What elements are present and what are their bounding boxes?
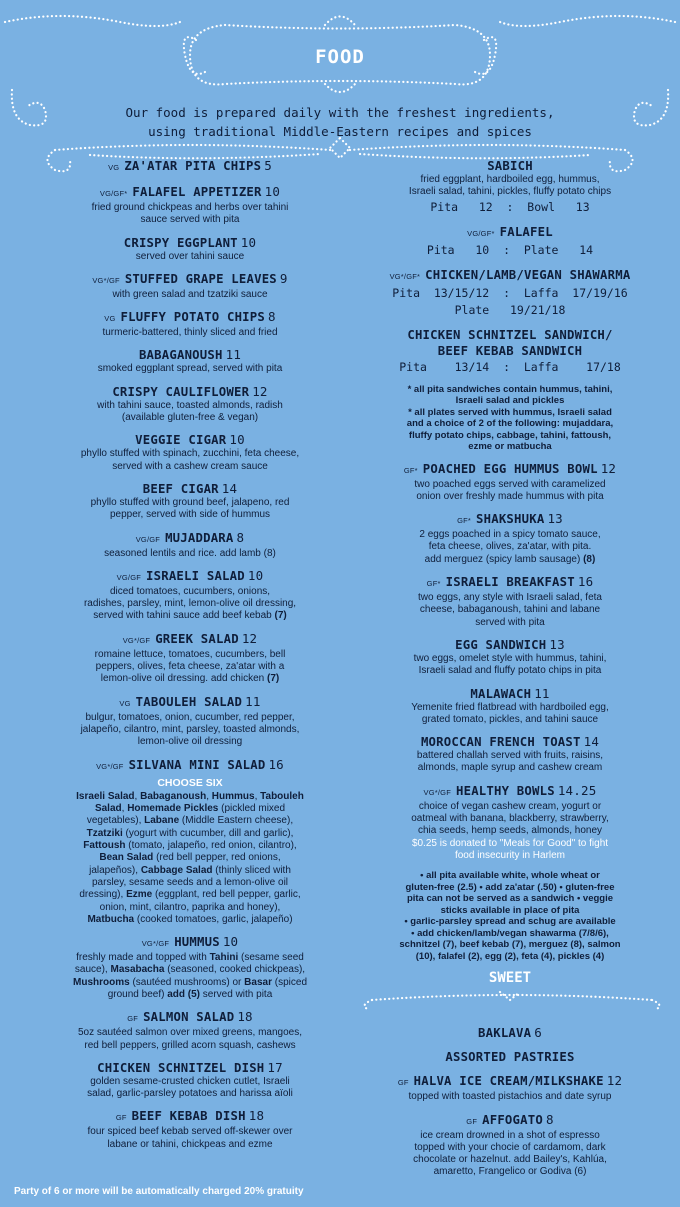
menu-item-hummus: VG*/GF HUMMUS 10 freshly made and topped with Tahini (sesame seed sauce), Masabacha (seasoned, cooked chickpeas), Mushrooms (sautéed mushrooms) or Basar (spiced ground beef) add (5) served with pita [73,934,307,1000]
menu-item-egg-sandwich: EGG SANDWICH 13 two eggs, omelet style with hummus, tahini, Israeli salad and fluffy potato chips in pita [413,636,607,677]
menu-item-babaganoush: BABAGANOUSH 11 smoked eggplant spread, served with pita [97,347,283,375]
menu-item-beef-cigar: BEEF CIGAR 14 phyllo stuffed with ground beef, jalapeno, red pepper, served with side of hummus [90,480,290,521]
menu-item-falafel-appetizer: VG/GF* FALAFEL APPETIZER 10 fried ground chickpeas and herbs over tahini sauce served with pita [91,184,289,226]
gratuity-footer: Party of 6 or more will be automatically charged 20% gratuity [14,1186,304,1197]
menu-item-malawach: MALAWACH 11 Yemenite fried flatbread with hardboiled egg, grated tomato, pickles, and tahini sauce [411,685,609,725]
intro-text: Our food is prepared daily with the freshest ingredients, using traditional Middle-Eastern recipes and spices [125,105,555,139]
menu-item-cauliflower: CRISPY CAULIFLOWER 12 with tahini sauce, toasted almonds, radish (available gluten-free & vegan) [97,383,283,424]
menu-item-crispy-eggplant: CRISPY EGGPLANT 10 served over tahini sauce [123,234,257,262]
menu-item-shakshuka: GF* SHAKSHUKA 13 2 eggs poached in a spicy tomato sauce, feta cheese, olives, za'atar, with pita. add merguez (spicy lamb sausage) (8) [419,511,601,565]
menu-item-beef-kebab-dish: GF BEEF KEBAB DISH 18 four spiced beef kebab served off-skewer over labane or tahini, chickpeas and ezme [87,1108,293,1150]
menu-item-falafel: VG/GF* FALAFEL Pita 10 : Plate 14 [426,224,594,257]
menu-item-french-toast: MOROCCAN FRENCH TOAST 14 battered challah served with fruits, raisins, almonds, maple syrup and cashew cream [416,734,604,774]
menu-item-grape-leaves: VG*/GF STUFFED GRAPE LEAVES 9 with green salad and tzatziki sauce [92,270,288,300]
menu-item-affogato: GF AFFOGATO 8 ice cream drowned in a shot of espresso topped with your chocie of cardamom, dark chocolate or hazelnut. add Bailey's, Kahlúa, amaretto, Frangelico or Godiva (6) [413,1111,607,1178]
menu-item-sabich: SABICH fried eggplant, hardboiled egg, hummus, Israeli salad, tahini, pickles, fluffy potato chips Pita 12 : Bowl 13 [408,159,612,214]
sandwich-notes: * all pita sandwiches contain hummus, tahini, Israeli salad and pickles * all plates served with hummus, Israeli salad and a choice of 2 of the following: mujaddara, fluffy potato chips, cabbage, tahini, fattoush, ezme or matbucha [406,383,614,453]
menu-item-israeli-breakfast: GF* ISRAELI BREAKFAST 16 two eggs, any style with Israeli salad, feta cheese, babaganoush, tahini and labane served with pita [418,574,602,628]
left-column [30,158,350,1159]
menu-item-israeli-salad: VG/GF ISRAELI SALAD 10 diced tomatoes, cucumbers, onions, radishes, parsley, mint, lemon-olive oil dressing, served with tahini sauce add beef kebab (7) [83,567,297,622]
menu-item-greek-salad: VG*/GF GREEK SALAD 12 romaine lettuce, tomatoes, cucumbers, bell peppers, olives, feta cheese, za'atar with a lemon-olive oil dressing. add chicken (7) [94,630,286,685]
menu-item-veggie-cigar: VEGGIE CIGAR 10 phyllo stuffed with spinach, zucchini, feta cheese, served with a cashew cream sauce [80,432,300,472]
page-title: FOOD [315,46,365,68]
menu-item-shawarma: VG*/GF* CHICKEN/LAMB/VEGAN SHAWARMA Pita 13/15/12 : Laffa 17/19/16 Plate 19/21/18 [389,267,631,317]
menu-item-poached-egg: GF* POACHED EGG HUMMUS BOWL 12 two poached eggs served with caramelized onion over freshly made hummus with pita [403,460,617,502]
menu-item-halva: GF HALVA ICE CREAM/MILKSHAKE 12 topped with toasted pistachios and date syrup [397,1073,623,1103]
menu-item-zaatar: VG ZA'ATAR PITA CHIPS 5 [108,158,272,173]
menu-item-silvana: VG*/GF SILVANA MINI SALAD 16 CHOOSE SIX Israeli Salad, Babaganoush, Hummus, Tabouleh Salad, Homemade Pickles (pickled mixed vegetables), Labane (Middle Eastern cheese), Tzatziki (yogurt with cucumber, dill and garlic), Fattoush (tomato, jalapeño, red onion, cilantro), Bean Salad (red bell pepper, red onions, jalapeños), Cabbage Salad (thinly sliced with parsley, sesame seeds and a lemon-olive oil dressing), Ezme (eggplant, red bell pepper, garlic, onion, mint, cilantro, paprika and honey), Matbucha (cooked tomatoes, garlic, jalapeño) [76,756,304,925]
sweet-section-header: SWEET [352,970,668,1017]
right-column [352,158,668,1187]
menu-item-tabouleh: VG TABOULEH SALAD 11 bulgur, tomatoes, onion, cucumber, red pepper, jalapeño, cilantro, mint, parsley, toasted almonds, lemon-olive oil dressing [80,693,300,748]
menu-item-schnitzel-sandwich: CHICKEN SCHNITZEL SANDWICH/ BEEF KEBAB SANDWICH Pita 13/14 : Laffa 17/18 [399,327,621,374]
sweet-divider [352,986,668,1012]
menu-item-salmon-salad: GF SALMON SALAD 18 5oz sautéed salmon over mixed greens, mangoes, red bell peppers, grilled acorn squash, cashews [77,1009,302,1051]
menu-item-pastries: ASSORTED PASTRIES [445,1050,575,1065]
menu-item-schnitzel-dish: CHICKEN SCHNITZEL DISH 17 golden sesame-crusted chicken cutlet, Israeli salad, garlic-parsley potatoes and harissa aïoli [87,1059,293,1100]
menu-item-fluffy-chips: VG FLUFFY POTATO CHIPS 8 turmeric-battered, thinly sliced and fried [102,309,278,339]
extras-notes: • all pita available white, whole wheat or gluten-free (2.5) • add za'atar (.50) • gluten-free pita can not be served as a sandwich • veggie sticks available in place of pita • garlic-parsley spread and schug are available • add chicken/lamb/vegan shawarma (7/8/6), schnitzel (7), beef kebab (7), merguez (8), salmon (10), falafel (2), egg (2), feta (4), pickles (4) [399,870,621,962]
menu-item-mujaddara: VG/GF MUJADDARA 8 seasoned lentils and rice. add lamb (8) [104,529,276,559]
menu-item-healthy-bowls: VG*/GF HEALTHY BOWLS 14.25 choice of vegan cashew cream, yogurt or oatmeal with banana, blackberry, strawberry, chia seeds, hemp seeds, almonds, honey $0.25 is donated to "Meals for Good" to fight food insecurity in Harlem [411,782,609,861]
menu-item-baklava: BAKLAVA 6 [478,1025,542,1041]
